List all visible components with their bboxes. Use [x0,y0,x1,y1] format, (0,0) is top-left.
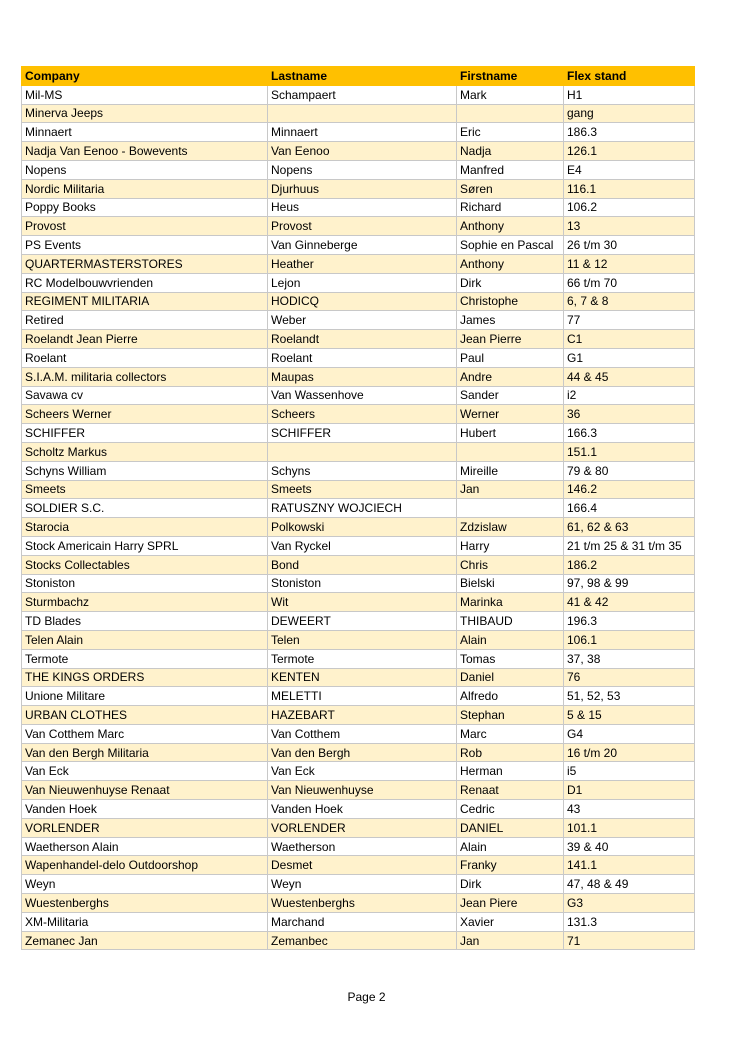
flex-stand-cell: 39 & 40 [564,837,695,856]
flex-stand-cell: 116.1 [564,179,695,198]
lastname-cell: SCHIFFER [268,424,457,443]
lastname-cell: HODICQ [268,292,457,311]
company-cell: Roelant [22,348,268,367]
company-cell: Poppy Books [22,198,268,217]
company-cell: Zemanec Jan [22,931,268,950]
flex-stand-cell: 101.1 [564,818,695,837]
lastname-cell: Provost [268,217,457,236]
firstname-cell: Alain [457,837,564,856]
company-cell: RC Modelbouwvrienden [22,273,268,292]
header-row [22,67,695,86]
firstname-cell: Daniel [457,668,564,687]
firstname-cell: Hubert [457,424,564,443]
flex-stand-cell: 44 & 45 [564,367,695,386]
lastname-cell: Van Ryckel [268,536,457,555]
lastname-cell: Van Eck [268,762,457,781]
lastname-cell: Marchand [268,912,457,931]
company-cell: Weyn [22,875,268,894]
company-cell: Roelandt Jean Pierre [22,330,268,349]
lastname-cell: VORLENDER [268,818,457,837]
firstname-cell: Alain [457,630,564,649]
lastname-cell: Weber [268,311,457,330]
company-cell: Telen Alain [22,630,268,649]
company-cell: Mil-MS [22,85,268,104]
firstname-cell: Cedric [457,800,564,819]
lastname-cell: Waetherson [268,837,457,856]
table-row [22,442,695,461]
firstname-cell: Werner [457,405,564,424]
firstname-cell: Rob [457,743,564,762]
flex-stand-cell: 126.1 [564,142,695,161]
company-cell: Van Nieuwenhuyse Renaat [22,781,268,800]
lastname-cell: RATUSZNY WOJCIECH [268,499,457,518]
company-cell: Provost [22,217,268,236]
firstname-cell: Harry [457,536,564,555]
table-row [22,743,695,762]
firstname-cell: Jean Piere [457,894,564,913]
company-cell: Scheers Werner [22,405,268,424]
exhibitor-table-container [21,66,694,950]
lastname-cell: Scheers [268,405,457,424]
flex-stand-cell: G4 [564,724,695,743]
lastname-cell: MELETTI [268,687,457,706]
flex-stand-cell: C1 [564,330,695,349]
firstname-cell: Søren [457,179,564,198]
table-row [22,367,695,386]
flex-stand-cell: 146.2 [564,480,695,499]
table-row [22,461,695,480]
lastname-cell: Schampaert [268,85,457,104]
flex-stand-cell: 97, 98 & 99 [564,574,695,593]
firstname-cell: Jan [457,931,564,950]
firstname-cell: Tomas [457,649,564,668]
firstname-cell: Xavier [457,912,564,931]
flex-stand-cell: 186.3 [564,123,695,142]
firstname-cell: Andre [457,367,564,386]
flex-stand-cell: E4 [564,160,695,179]
flex-stand-cell: H1 [564,85,695,104]
flex-stand-cell: 196.3 [564,612,695,631]
firstname-cell: Sophie en Pascal [457,236,564,255]
flex-stand-cell: 77 [564,311,695,330]
header-lastname: Lastname [268,67,457,86]
lastname-cell: Polkowski [268,518,457,537]
lastname-cell: Maupas [268,367,457,386]
company-cell: REGIMENT MILITARIA [22,292,268,311]
table-row [22,856,695,875]
flex-stand-cell: 5 & 15 [564,706,695,725]
table-row [22,198,695,217]
company-cell: Minnaert [22,123,268,142]
flex-stand-cell: G1 [564,348,695,367]
lastname-cell: Weyn [268,875,457,894]
company-cell: Scholtz Markus [22,442,268,461]
company-cell: S.I.A.M. militaria collectors [22,367,268,386]
lastname-cell: DEWEERT [268,612,457,631]
lastname-cell [268,442,457,461]
company-cell: XM-Militaria [22,912,268,931]
flex-stand-cell: 36 [564,405,695,424]
table-row [22,724,695,743]
company-cell: SCHIFFER [22,424,268,443]
company-cell: VORLENDER [22,818,268,837]
company-cell: Van Cotthem Marc [22,724,268,743]
company-cell: Waetherson Alain [22,837,268,856]
firstname-cell: Jan [457,480,564,499]
table-row [22,123,695,142]
company-cell: Wuestenberghs [22,894,268,913]
table-row [22,687,695,706]
table-row [22,612,695,631]
table-row [22,292,695,311]
company-cell: Stoniston [22,574,268,593]
flex-stand-cell: 106.1 [564,630,695,649]
flex-stand-cell: 151.1 [564,442,695,461]
company-cell: Stocks Collectables [22,555,268,574]
lastname-cell: Van Nieuwenhuyse [268,781,457,800]
firstname-cell: Christophe [457,292,564,311]
flex-stand-cell: 47, 48 & 49 [564,875,695,894]
flex-stand-cell: 51, 52, 53 [564,687,695,706]
flex-stand-cell: 61, 62 & 63 [564,518,695,537]
lastname-cell: Stoniston [268,574,457,593]
table-row [22,762,695,781]
firstname-cell: Nadja [457,142,564,161]
table-row [22,386,695,405]
lastname-cell: KENTEN [268,668,457,687]
lastname-cell: Bond [268,555,457,574]
company-cell: Van den Bergh Militaria [22,743,268,762]
table-row [22,348,695,367]
firstname-cell: Mark [457,85,564,104]
header-firstname: Firstname [457,67,564,86]
flex-stand-cell: 41 & 42 [564,593,695,612]
table-row [22,104,695,123]
table-row [22,818,695,837]
flex-stand-cell: i5 [564,762,695,781]
flex-stand-cell: 37, 38 [564,649,695,668]
table-row [22,706,695,725]
company-cell: Wapenhandel-delo Outdoorshop [22,856,268,875]
flex-stand-cell: D1 [564,781,695,800]
company-cell: Stock Americain Harry SPRL [22,536,268,555]
firstname-cell: Mireille [457,461,564,480]
company-cell: Unione Militare [22,687,268,706]
firstname-cell [457,499,564,518]
flex-stand-cell: 186.2 [564,555,695,574]
flex-stand-cell: 16 t/m 20 [564,743,695,762]
flex-stand-cell: 79 & 80 [564,461,695,480]
lastname-cell: Nopens [268,160,457,179]
table-row [22,160,695,179]
lastname-cell: Wit [268,593,457,612]
firstname-cell: James [457,311,564,330]
flex-stand-cell: 166.3 [564,424,695,443]
company-cell: Savawa cv [22,386,268,405]
firstname-cell: Sander [457,386,564,405]
flex-stand-cell: 131.3 [564,912,695,931]
firstname-cell: Richard [457,198,564,217]
company-cell: Van Eck [22,762,268,781]
lastname-cell [268,104,457,123]
table-row [22,142,695,161]
flex-stand-cell: 6, 7 & 8 [564,292,695,311]
table-row [22,518,695,537]
lastname-cell: Van Ginneberge [268,236,457,255]
lastname-cell: Vanden Hoek [268,800,457,819]
lastname-cell: Schyns [268,461,457,480]
company-cell: Nadja Van Eenoo - Bowevents [22,142,268,161]
firstname-cell: Eric [457,123,564,142]
table-row [22,894,695,913]
lastname-cell: Heather [268,254,457,273]
flex-stand-cell: 13 [564,217,695,236]
firstname-cell: Zdzislaw [457,518,564,537]
table-row [22,593,695,612]
lastname-cell: Van Wassenhove [268,386,457,405]
firstname-cell: Renaat [457,781,564,800]
flex-stand-cell: 11 & 12 [564,254,695,273]
company-cell: Sturmbachz [22,593,268,612]
lastname-cell: Smeets [268,480,457,499]
company-cell: TD Blades [22,612,268,631]
flex-stand-cell: 21 t/m 25 & 31 t/m 35 [564,536,695,555]
firstname-cell [457,442,564,461]
company-cell: Minerva Jeeps [22,104,268,123]
flex-stand-cell: i2 [564,386,695,405]
lastname-cell: Van den Bergh [268,743,457,762]
firstname-cell: Alfredo [457,687,564,706]
firstname-cell [457,104,564,123]
company-cell: URBAN CLOTHES [22,706,268,725]
header-flex-stand: Flex stand [564,67,695,86]
company-cell: SOLDIER S.C. [22,499,268,518]
table-row [22,912,695,931]
table-row [22,536,695,555]
table-row [22,931,695,950]
lastname-cell: Roelant [268,348,457,367]
flex-stand-cell: 76 [564,668,695,687]
firstname-cell: Marinka [457,593,564,612]
lastname-cell: Heus [268,198,457,217]
table-row [22,837,695,856]
lastname-cell: Van Eenoo [268,142,457,161]
lastname-cell: HAZEBART [268,706,457,725]
table-row [22,179,695,198]
flex-stand-cell: 26 t/m 30 [564,236,695,255]
page-number: Page 2 [347,990,386,1004]
company-cell: PS Events [22,236,268,255]
flex-stand-cell: 71 [564,931,695,950]
company-cell: THE KINGS ORDERS [22,668,268,687]
table-row [22,236,695,255]
table-row [22,330,695,349]
table-row [22,649,695,668]
firstname-cell: Dirk [457,273,564,292]
table-row [22,85,695,104]
firstname-cell: Franky [457,856,564,875]
table-row [22,424,695,443]
firstname-cell: Jean Pierre [457,330,564,349]
table-row [22,273,695,292]
table-row [22,630,695,649]
company-cell: QUARTERMASTERSTORES [22,254,268,273]
company-cell: Smeets [22,480,268,499]
company-cell: Starocia [22,518,268,537]
company-cell: Termote [22,649,268,668]
table-row [22,555,695,574]
company-cell: Schyns William [22,461,268,480]
company-cell: Retired [22,311,268,330]
firstname-cell: Paul [457,348,564,367]
table-body [22,85,695,950]
firstname-cell: Stephan [457,706,564,725]
flex-stand-cell: G3 [564,894,695,913]
table-row [22,405,695,424]
firstname-cell: Anthony [457,217,564,236]
flex-stand-cell: 43 [564,800,695,819]
table-row [22,254,695,273]
table-row [22,574,695,593]
table-row [22,311,695,330]
table-row [22,800,695,819]
lastname-cell: Zemanbec [268,931,457,950]
table-row [22,480,695,499]
flex-stand-cell: gang [564,104,695,123]
company-cell: Nordic Militaria [22,179,268,198]
flex-stand-cell: 166.4 [564,499,695,518]
lastname-cell: Telen [268,630,457,649]
lastname-cell: Wuestenberghs [268,894,457,913]
firstname-cell: Bielski [457,574,564,593]
firstname-cell: Anthony [457,254,564,273]
flex-stand-cell: 106.2 [564,198,695,217]
lastname-cell: Lejon [268,273,457,292]
flex-stand-cell: 141.1 [564,856,695,875]
firstname-cell: Marc [457,724,564,743]
company-cell: Nopens [22,160,268,179]
lastname-cell: Djurhuus [268,179,457,198]
lastname-cell: Termote [268,649,457,668]
table-row [22,217,695,236]
firstname-cell: THIBAUD [457,612,564,631]
flex-stand-cell: 66 t/m 70 [564,273,695,292]
firstname-cell: DANIEL [457,818,564,837]
firstname-cell: Manfred [457,160,564,179]
header-company: Company [22,67,268,86]
lastname-cell: Minnaert [268,123,457,142]
lastname-cell: Desmet [268,856,457,875]
lastname-cell: Van Cotthem [268,724,457,743]
lastname-cell: Roelandt [268,330,457,349]
firstname-cell: Herman [457,762,564,781]
table-header [22,67,695,86]
firstname-cell: Dirk [457,875,564,894]
table-row [22,781,695,800]
firstname-cell: Chris [457,555,564,574]
company-cell: Vanden Hoek [22,800,268,819]
table-row [22,668,695,687]
table-row [22,499,695,518]
exhibitor-table [21,66,695,950]
table-row [22,875,695,894]
